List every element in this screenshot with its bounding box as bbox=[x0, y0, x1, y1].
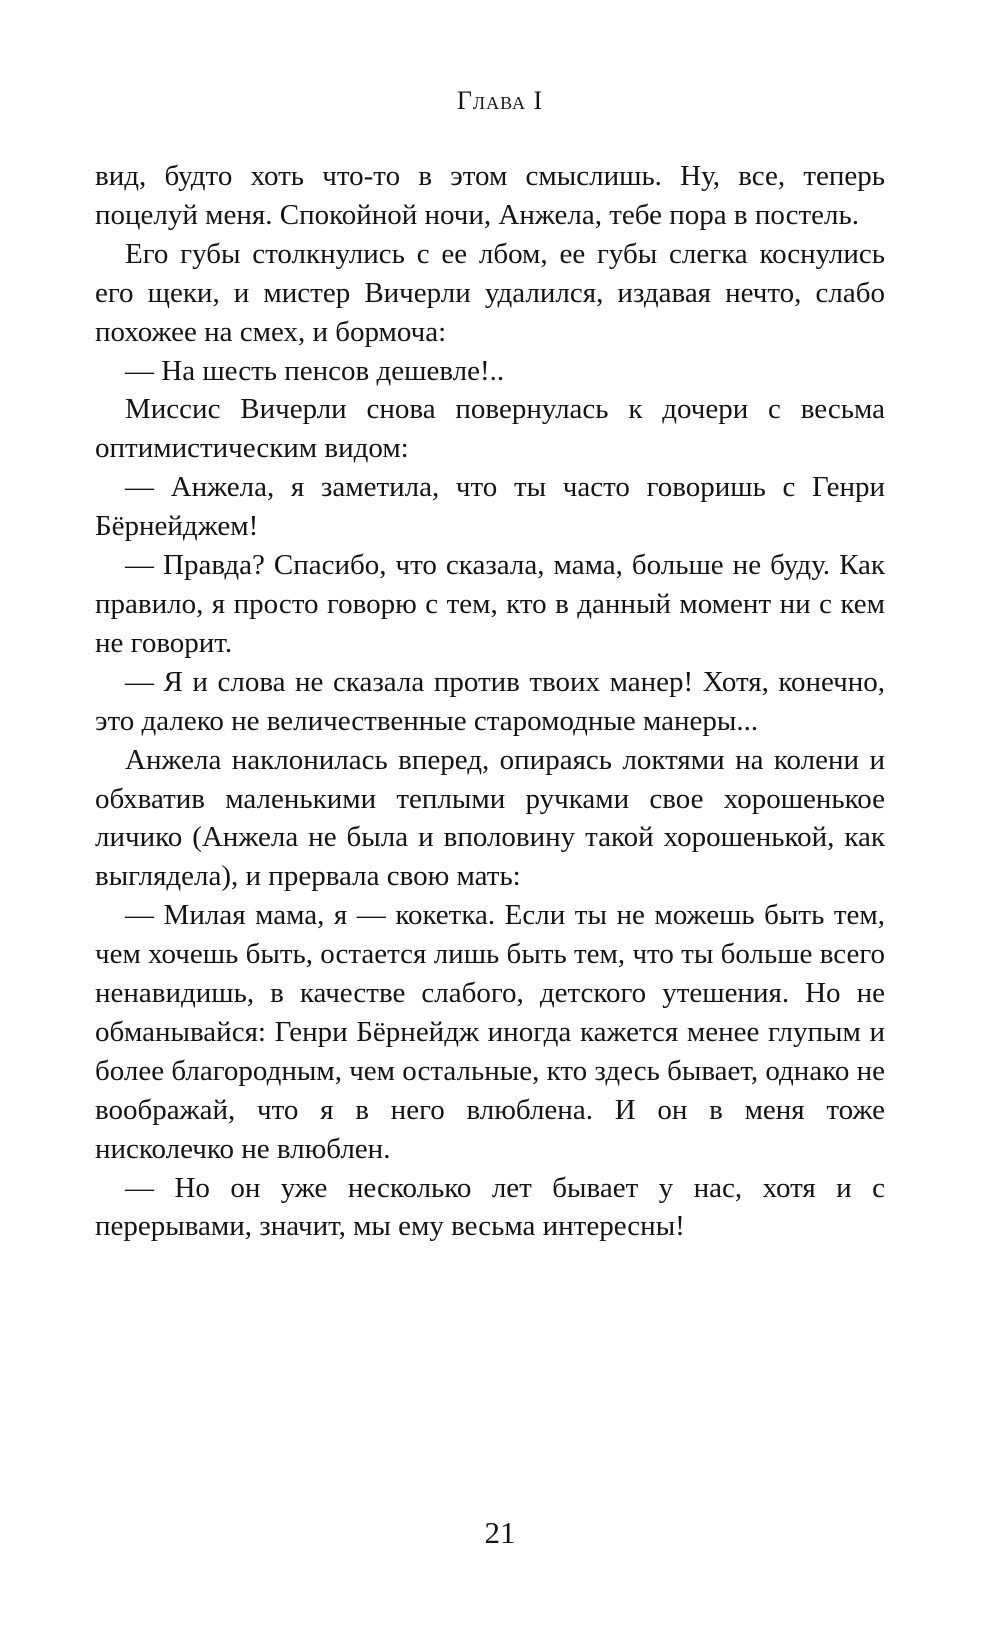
page-number: 21 bbox=[484, 1515, 516, 1550]
paragraph: — Анжела, я заметила, что ты часто говоришь с Генри Бёрнейджем! bbox=[95, 471, 885, 543]
paragraph: вид, будто хоть что-то в этом смыслишь. Ну, все, теперь поцелуй меня. Спокойной ночи, Анжела, тебе пора в постель. bbox=[95, 160, 885, 231]
paragraph: Анжела наклонилась вперед, опираясь локтями на колени и обхватив маленькими теплыми ручками свое хорошенькое личико (Анжела не была и вполовину такой хорошенькой, как выглядела), и прервала свою мать: bbox=[95, 743, 885, 893]
paragraph: — Правда? Спасибо, что сказала, мама, больше не буду. Как правило, я просто говорю с тем, кто в данный момент ни с кем не говорит. bbox=[95, 549, 885, 659]
paragraph: — Милая мама, я — кокетка. Если ты не можешь быть тем, чем хочешь быть, остается лишь быть тем, что ты больше всего ненавидишь, в качестве слабого, детского утешения. Но не обманывайся: Генри Бёрнейдж иногда кажется менее глупым и более благородным, чем остальные, кто здесь бывает, однако не воображай, что я в него влюблена. И он в меня тоже нисколечко не влюблен. bbox=[95, 899, 885, 1165]
body-text bbox=[95, 157, 885, 1246]
paragraph: Миссис Вичерли снова повернулась к дочери с весьма оптимистическим видом: bbox=[95, 393, 885, 465]
paragraph: — Но он уже несколько лет бывает у нас, хотя и с перерывами, значит, мы ему весьма интересны! bbox=[95, 1171, 885, 1243]
paragraph: Его губы столкнулись с ее лбом, ее губы слегка коснулись его щеки, и мистер Вичерли удалился, издавая нечто, слабо похожее на смех, и бормоча: bbox=[95, 237, 885, 348]
paragraph: — Я и слова не сказала против твоих манер! Хотя, конечно, это далеко не величественные старомодные манеры... bbox=[95, 665, 885, 737]
running-head: Глава I bbox=[456, 86, 544, 115]
paragraph: — На шесть пенсов дешевле!.. bbox=[125, 354, 505, 387]
